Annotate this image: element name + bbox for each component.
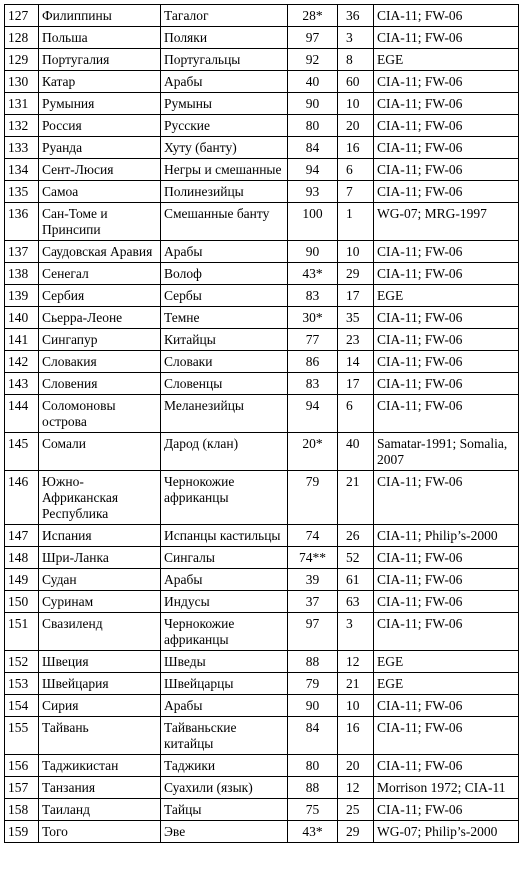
data-source: CIA-11; FW-06 bbox=[374, 181, 519, 203]
ethnic-group: Китайцы bbox=[161, 329, 288, 351]
ethnic-group: Чернокожие африканцы bbox=[161, 471, 288, 525]
rank-value: 26 bbox=[338, 525, 374, 547]
row-number: 129 bbox=[5, 49, 39, 71]
rank-value: 10 bbox=[338, 695, 374, 717]
data-source: CIA-11; FW-06 bbox=[374, 799, 519, 821]
data-source: Morrison 1972; CIA-11 bbox=[374, 777, 519, 799]
country-name: Сербия bbox=[39, 285, 161, 307]
row-number: 146 bbox=[5, 471, 39, 525]
rank-value: 29 bbox=[338, 263, 374, 285]
rank-value: 29 bbox=[338, 821, 374, 843]
table-row bbox=[5, 651, 519, 673]
table-row bbox=[5, 525, 519, 547]
majority-percent: 94 bbox=[288, 395, 338, 433]
row-number: 147 bbox=[5, 525, 39, 547]
majority-percent: 97 bbox=[288, 27, 338, 49]
row-number: 155 bbox=[5, 717, 39, 755]
rank-value: 3 bbox=[338, 27, 374, 49]
data-source: CIA-11; FW-06 bbox=[374, 569, 519, 591]
table-row bbox=[5, 329, 519, 351]
data-source: CIA-11; FW-06 bbox=[374, 307, 519, 329]
row-number: 135 bbox=[5, 181, 39, 203]
rank-value: 17 bbox=[338, 285, 374, 307]
row-number: 142 bbox=[5, 351, 39, 373]
rank-value: 21 bbox=[338, 673, 374, 695]
data-source: CIA-11; FW-06 bbox=[374, 5, 519, 27]
ethnic-group: Арабы bbox=[161, 241, 288, 263]
row-number: 128 bbox=[5, 27, 39, 49]
country-name: Польша bbox=[39, 27, 161, 49]
country-name: Самоа bbox=[39, 181, 161, 203]
row-number: 132 bbox=[5, 115, 39, 137]
table-row bbox=[5, 351, 519, 373]
country-name: Свазиленд bbox=[39, 613, 161, 651]
data-source: WG-07; MRG-1997 bbox=[374, 203, 519, 241]
data-source: CIA-11; FW-06 bbox=[374, 241, 519, 263]
table-row bbox=[5, 569, 519, 591]
rank-value: 10 bbox=[338, 241, 374, 263]
row-number: 148 bbox=[5, 547, 39, 569]
ethnic-group: Словаки bbox=[161, 351, 288, 373]
table-row bbox=[5, 673, 519, 695]
row-number: 156 bbox=[5, 755, 39, 777]
majority-percent: 86 bbox=[288, 351, 338, 373]
ethnic-group: Сербы bbox=[161, 285, 288, 307]
data-source: CIA-11; FW-06 bbox=[374, 471, 519, 525]
country-name: Сент-Люсия bbox=[39, 159, 161, 181]
ethnic-group: Поляки bbox=[161, 27, 288, 49]
table-row bbox=[5, 777, 519, 799]
row-number: 138 bbox=[5, 263, 39, 285]
country-name: Сингапур bbox=[39, 329, 161, 351]
table-row bbox=[5, 27, 519, 49]
ethnic-group: Индусы bbox=[161, 591, 288, 613]
rank-value: 16 bbox=[338, 137, 374, 159]
majority-percent: 37 bbox=[288, 591, 338, 613]
row-number: 134 bbox=[5, 159, 39, 181]
rank-value: 1 bbox=[338, 203, 374, 241]
majority-percent: 97 bbox=[288, 613, 338, 651]
table-row bbox=[5, 49, 519, 71]
ethnic-group: Тагалог bbox=[161, 5, 288, 27]
country-name: Румыния bbox=[39, 93, 161, 115]
country-name: Россия bbox=[39, 115, 161, 137]
ethnic-data-table bbox=[4, 4, 519, 843]
table-row bbox=[5, 547, 519, 569]
ethnic-group: Меланезийцы bbox=[161, 395, 288, 433]
country-name: Словакия bbox=[39, 351, 161, 373]
ethnic-group: Тайваньские китайцы bbox=[161, 717, 288, 755]
table-row bbox=[5, 471, 519, 525]
country-name: Сан-Томе и Принсипи bbox=[39, 203, 161, 241]
majority-percent: 90 bbox=[288, 93, 338, 115]
country-name: Словения bbox=[39, 373, 161, 395]
rank-value: 61 bbox=[338, 569, 374, 591]
row-number: 159 bbox=[5, 821, 39, 843]
data-source: CIA-11; FW-06 bbox=[374, 395, 519, 433]
majority-percent: 79 bbox=[288, 471, 338, 525]
rank-value: 12 bbox=[338, 651, 374, 673]
row-number: 151 bbox=[5, 613, 39, 651]
country-name: Филиппины bbox=[39, 5, 161, 27]
rank-value: 17 bbox=[338, 373, 374, 395]
country-name: Танзания bbox=[39, 777, 161, 799]
ethnic-group: Португальцы bbox=[161, 49, 288, 71]
country-name: Саудовская Аравия bbox=[39, 241, 161, 263]
data-source: CIA-11; FW-06 bbox=[374, 547, 519, 569]
row-number: 145 bbox=[5, 433, 39, 471]
data-source: CIA-11; FW-06 bbox=[374, 137, 519, 159]
ethnic-group: Темне bbox=[161, 307, 288, 329]
country-name: Шри-Ланка bbox=[39, 547, 161, 569]
country-name: Швейцария bbox=[39, 673, 161, 695]
majority-percent: 80 bbox=[288, 115, 338, 137]
rank-value: 14 bbox=[338, 351, 374, 373]
rank-value: 40 bbox=[338, 433, 374, 471]
majority-percent: 90 bbox=[288, 695, 338, 717]
rank-value: 20 bbox=[338, 755, 374, 777]
data-source: WG-07; Philip’s-2000 bbox=[374, 821, 519, 843]
majority-percent: 75 bbox=[288, 799, 338, 821]
majority-percent: 84 bbox=[288, 717, 338, 755]
rank-value: 7 bbox=[338, 181, 374, 203]
data-source: CIA-11; FW-06 bbox=[374, 263, 519, 285]
row-number: 152 bbox=[5, 651, 39, 673]
ethnic-group: Русские bbox=[161, 115, 288, 137]
ethnic-group: Негры и смешанные bbox=[161, 159, 288, 181]
table-row bbox=[5, 433, 519, 471]
table-row bbox=[5, 695, 519, 717]
table-row bbox=[5, 181, 519, 203]
rank-value: 63 bbox=[338, 591, 374, 613]
country-name: Таджикистан bbox=[39, 755, 161, 777]
table-body bbox=[5, 5, 519, 843]
data-source: CIA-11; FW-06 bbox=[374, 27, 519, 49]
country-name: Сьерра-Леоне bbox=[39, 307, 161, 329]
majority-percent: 90 bbox=[288, 241, 338, 263]
row-number: 137 bbox=[5, 241, 39, 263]
row-number: 139 bbox=[5, 285, 39, 307]
rank-value: 23 bbox=[338, 329, 374, 351]
row-number: 130 bbox=[5, 71, 39, 93]
majority-percent: 43* bbox=[288, 263, 338, 285]
table-row bbox=[5, 395, 519, 433]
table-row bbox=[5, 5, 519, 27]
data-source: CIA-11; FW-06 bbox=[374, 93, 519, 115]
table-row bbox=[5, 799, 519, 821]
majority-percent: 39 bbox=[288, 569, 338, 591]
table-row bbox=[5, 71, 519, 93]
data-source: CIA-11; Philip’s-2000 bbox=[374, 525, 519, 547]
table-row bbox=[5, 203, 519, 241]
majority-percent: 88 bbox=[288, 777, 338, 799]
ethnic-group: Арабы bbox=[161, 569, 288, 591]
majority-percent: 20* bbox=[288, 433, 338, 471]
majority-percent: 88 bbox=[288, 651, 338, 673]
ethnic-group: Тайцы bbox=[161, 799, 288, 821]
row-number: 136 bbox=[5, 203, 39, 241]
ethnic-group: Арабы bbox=[161, 71, 288, 93]
ethnic-group: Волоф bbox=[161, 263, 288, 285]
table-row bbox=[5, 821, 519, 843]
majority-percent: 43* bbox=[288, 821, 338, 843]
data-source: CIA-11; FW-06 bbox=[374, 351, 519, 373]
row-number: 127 bbox=[5, 5, 39, 27]
country-name: Швеция bbox=[39, 651, 161, 673]
majority-percent: 74 bbox=[288, 525, 338, 547]
table-row bbox=[5, 307, 519, 329]
data-source: EGE bbox=[374, 651, 519, 673]
data-source: CIA-11; FW-06 bbox=[374, 329, 519, 351]
data-source: EGE bbox=[374, 49, 519, 71]
country-name: Сирия bbox=[39, 695, 161, 717]
row-number: 149 bbox=[5, 569, 39, 591]
data-source: Samatar-1991; Somalia, 2007 bbox=[374, 433, 519, 471]
rank-value: 52 bbox=[338, 547, 374, 569]
majority-percent: 80 bbox=[288, 755, 338, 777]
rank-value: 36 bbox=[338, 5, 374, 27]
rank-value: 21 bbox=[338, 471, 374, 525]
majority-percent: 77 bbox=[288, 329, 338, 351]
country-name: Суринам bbox=[39, 591, 161, 613]
rank-value: 12 bbox=[338, 777, 374, 799]
ethnic-group: Полинезийцы bbox=[161, 181, 288, 203]
rank-value: 6 bbox=[338, 159, 374, 181]
majority-percent: 28* bbox=[288, 5, 338, 27]
data-source: CIA-11; FW-06 bbox=[374, 591, 519, 613]
majority-percent: 74** bbox=[288, 547, 338, 569]
majority-percent: 83 bbox=[288, 373, 338, 395]
majority-percent: 83 bbox=[288, 285, 338, 307]
row-number: 157 bbox=[5, 777, 39, 799]
rank-value: 8 bbox=[338, 49, 374, 71]
ethnic-group: Румыны bbox=[161, 93, 288, 115]
data-source: CIA-11; FW-06 bbox=[374, 695, 519, 717]
ethnic-group: Словенцы bbox=[161, 373, 288, 395]
rank-value: 16 bbox=[338, 717, 374, 755]
country-name: Сомали bbox=[39, 433, 161, 471]
table-row bbox=[5, 373, 519, 395]
data-source: CIA-11; FW-06 bbox=[374, 115, 519, 137]
data-source: CIA-11; FW-06 bbox=[374, 755, 519, 777]
country-name: Катар bbox=[39, 71, 161, 93]
rank-value: 10 bbox=[338, 93, 374, 115]
ethnic-group: Чернокожие африканцы bbox=[161, 613, 288, 651]
table-row bbox=[5, 613, 519, 651]
row-number: 131 bbox=[5, 93, 39, 115]
majority-percent: 40 bbox=[288, 71, 338, 93]
ethnic-group: Эве bbox=[161, 821, 288, 843]
country-name: Южно-Африканская Республика bbox=[39, 471, 161, 525]
country-name: Судан bbox=[39, 569, 161, 591]
row-number: 158 bbox=[5, 799, 39, 821]
data-source: CIA-11; FW-06 bbox=[374, 717, 519, 755]
row-number: 154 bbox=[5, 695, 39, 717]
ethnic-group: Суахили (язык) bbox=[161, 777, 288, 799]
ethnic-group: Смешанные банту bbox=[161, 203, 288, 241]
country-name: Того bbox=[39, 821, 161, 843]
table-row bbox=[5, 241, 519, 263]
majority-percent: 79 bbox=[288, 673, 338, 695]
data-source: CIA-11; FW-06 bbox=[374, 159, 519, 181]
country-name: Сенегал bbox=[39, 263, 161, 285]
majority-percent: 100 bbox=[288, 203, 338, 241]
table-row bbox=[5, 159, 519, 181]
ethnic-group: Испанцы кастильцы bbox=[161, 525, 288, 547]
majority-percent: 93 bbox=[288, 181, 338, 203]
row-number: 144 bbox=[5, 395, 39, 433]
rank-value: 25 bbox=[338, 799, 374, 821]
row-number: 153 bbox=[5, 673, 39, 695]
majority-percent: 94 bbox=[288, 159, 338, 181]
table-row bbox=[5, 285, 519, 307]
rank-value: 20 bbox=[338, 115, 374, 137]
row-number: 140 bbox=[5, 307, 39, 329]
ethnic-group: Хуту (банту) bbox=[161, 137, 288, 159]
table-row bbox=[5, 137, 519, 159]
table-row bbox=[5, 717, 519, 755]
majority-percent: 84 bbox=[288, 137, 338, 159]
data-source: CIA-11; FW-06 bbox=[374, 373, 519, 395]
data-source: CIA-11; FW-06 bbox=[374, 613, 519, 651]
row-number: 150 bbox=[5, 591, 39, 613]
row-number: 133 bbox=[5, 137, 39, 159]
rank-value: 6 bbox=[338, 395, 374, 433]
country-name: Тайвань bbox=[39, 717, 161, 755]
ethnic-group: Швейцарцы bbox=[161, 673, 288, 695]
majority-percent: 92 bbox=[288, 49, 338, 71]
table-row bbox=[5, 93, 519, 115]
country-name: Португалия bbox=[39, 49, 161, 71]
rank-value: 3 bbox=[338, 613, 374, 651]
majority-percent: 30* bbox=[288, 307, 338, 329]
table-row bbox=[5, 115, 519, 137]
table-row bbox=[5, 591, 519, 613]
country-name: Таиланд bbox=[39, 799, 161, 821]
ethnic-group: Арабы bbox=[161, 695, 288, 717]
data-source: CIA-11; FW-06 bbox=[374, 71, 519, 93]
row-number: 141 bbox=[5, 329, 39, 351]
country-name: Соломоновы острова bbox=[39, 395, 161, 433]
data-source: EGE bbox=[374, 673, 519, 695]
rank-value: 35 bbox=[338, 307, 374, 329]
data-source: EGE bbox=[374, 285, 519, 307]
country-name: Руанда bbox=[39, 137, 161, 159]
ethnic-group: Сингалы bbox=[161, 547, 288, 569]
ethnic-group: Дарод (клан) bbox=[161, 433, 288, 471]
ethnic-group: Шведы bbox=[161, 651, 288, 673]
table-row bbox=[5, 263, 519, 285]
table-row bbox=[5, 755, 519, 777]
rank-value: 60 bbox=[338, 71, 374, 93]
ethnic-group: Таджики bbox=[161, 755, 288, 777]
country-name: Испания bbox=[39, 525, 161, 547]
row-number: 143 bbox=[5, 373, 39, 395]
